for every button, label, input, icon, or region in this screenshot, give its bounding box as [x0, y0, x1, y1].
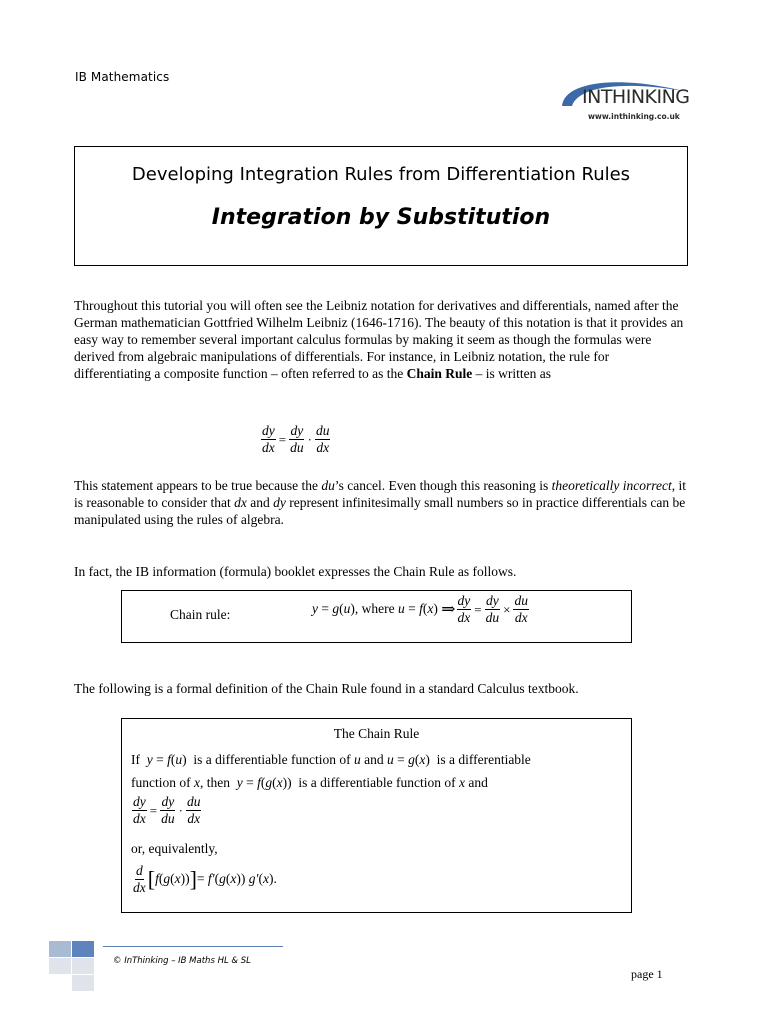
ib-chain-rule-box — [121, 590, 632, 643]
leibniz-chain-rule-equation: $\frac{dy}{dx}$ = $\frac{dy}{du}$ · $\frac{du}{dx}$ — [262, 423, 330, 456]
definition-fraction-line: $\frac{dy}{dx}$ = $\frac{dy}{du}$ · $\frac{du}{dx}$ — [133, 794, 201, 827]
intro-paragraph — [74, 297, 688, 382]
fraction-dy-dx: $\frac{dy}{dx}$ — [262, 423, 275, 456]
formal-definition-paragraph: The following is a formal definition of the Chain Rule found in a standard Calculus textbook. — [74, 681, 579, 696]
inthinking-logo — [556, 72, 696, 128]
theoretically-incorrect-italic: theoretically incorrect — [551, 478, 672, 493]
document-subtitle: Developing Integration Rules from Differentiation Rules — [131, 164, 631, 185]
footer-square-pale — [49, 958, 71, 974]
logo-url: www.inthinking.co.uk — [588, 112, 680, 121]
definition-line-1: If y = f(u) is a differentiable function of u and u = g(x) is a differentiable — [131, 752, 531, 767]
definition-composite-formula: $\frac{d}{dx}$ [f(g(x))]= f′(g(x)) g′(x). — [133, 863, 277, 896]
footer-square-light — [49, 941, 71, 957]
document-title: Integration by Substitution — [211, 205, 551, 230]
footer-copyright: © InThinking – IB Maths HL & SL — [113, 956, 251, 966]
footer-square-dark — [72, 941, 94, 957]
formal-chain-rule-box — [121, 718, 632, 913]
intro-text-1: Throughout this tutorial you will often see the Leibniz notation for derivatives and differentials, named after the German mathematician Gottfried Wilhelm Leibniz (1646-1716). The beauty of this notation is that it provides an easy way to remember several important calculus formulas by making it seem as though the formulas were derived from algebraic manipulations of differentials. For instance, in Leibniz notation, the rule for differentiating a composite function – often referred to as the — [74, 298, 684, 382]
fraction-du-dx: $\frac{du}{dx}$ — [315, 423, 330, 456]
course-label: IB Mathematics — [75, 70, 170, 84]
footer-divider — [103, 946, 283, 947]
page-number: page 1 — [631, 967, 663, 981]
ib-chain-rule-formula: y = g(u), where u = f(x) ⇒ $\frac{dy}{dx}$ = $\frac{dy}{du}$ × $\frac{du}{dx}$ — [312, 593, 528, 626]
chain-rule-bold: Chain Rule — [406, 366, 473, 382]
logo-text: INTHINKING — [582, 86, 690, 108]
fraction-dy-du: $\frac{dy}{du}$ — [290, 423, 304, 456]
title-box — [74, 146, 688, 266]
intro-text-2: – is written as — [472, 366, 552, 382]
chain-rule-label: Chain rule: — [170, 607, 231, 622]
cancel-paragraph: This statement appears to be true because the du’s cancel. Even though this reasoning is theoretically incorrect, it is reasonable to consider that dx and dy represent infinitesimally small numbers so in practice differentials can be manipulated using the rules of algebra. — [74, 478, 686, 528]
chain-rule-box-title: The Chain Rule — [333, 726, 420, 741]
footer-square-pale-3 — [72, 975, 94, 991]
footer-square-pale-2 — [72, 958, 94, 974]
or-equivalently-text: or, equivalently, — [131, 841, 218, 856]
ib-booklet-paragraph: In fact, the IB information (formula) booklet expresses the Chain Rule as follows. — [74, 564, 517, 579]
definition-line-2: function of x, then y = f(g(x)) is a differentiable function of x and — [131, 775, 488, 790]
